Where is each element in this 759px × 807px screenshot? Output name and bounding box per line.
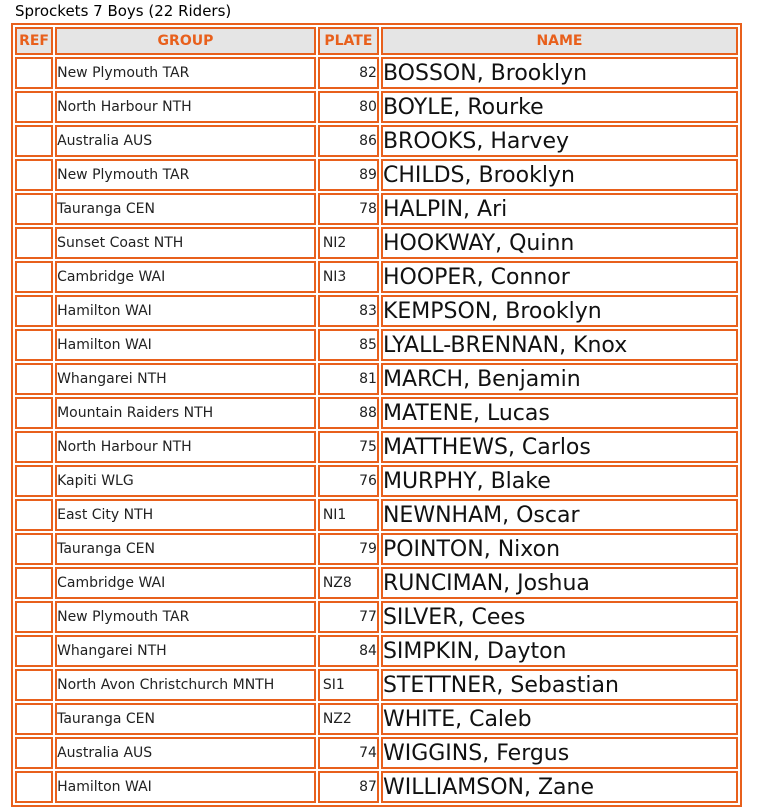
header-ref: REF <box>15 27 53 55</box>
rider-group-cell: Tauranga CEN <box>55 533 316 565</box>
rider-plate-cell: 85 <box>318 329 379 361</box>
rider-ref-cell <box>15 363 53 395</box>
table-row <box>15 703 738 735</box>
rider-plate-cell: 84 <box>318 635 379 667</box>
rider-ref-cell <box>15 431 53 463</box>
rider-ref-cell <box>15 295 53 327</box>
rider-group-cell: Australia AUS <box>55 737 316 769</box>
rider-ref-cell <box>15 635 53 667</box>
table-row <box>15 193 738 225</box>
table-row <box>15 125 738 157</box>
table-row <box>15 669 738 701</box>
rider-group-cell: Tauranga CEN <box>55 703 316 735</box>
rider-group-cell: Kapiti WLG <box>55 465 316 497</box>
table-row <box>15 329 738 361</box>
table-row <box>15 227 738 259</box>
rider-name-cell: BOSSON, Brooklyn <box>381 57 738 89</box>
rider-name-cell: LYALL-BRENNAN, Knox <box>381 329 738 361</box>
rider-plate-cell: 75 <box>318 431 379 463</box>
rider-group-cell: Sunset Coast NTH <box>55 227 316 259</box>
rider-name-cell: STETTNER, Sebastian <box>381 669 738 701</box>
rider-name-cell: BOYLE, Rourke <box>381 91 738 123</box>
rider-plate-cell: 82 <box>318 57 379 89</box>
rider-ref-cell <box>15 771 53 803</box>
rider-group-cell: Cambridge WAI <box>55 567 316 599</box>
rider-plate-cell: NI2 <box>318 227 379 259</box>
table-row <box>15 465 738 497</box>
rider-plate-cell: 88 <box>318 397 379 429</box>
rider-group-cell: Hamilton WAI <box>55 771 316 803</box>
rider-name-cell: SILVER, Cees <box>381 601 738 633</box>
table-body <box>15 57 738 803</box>
rider-plate-cell: 83 <box>318 295 379 327</box>
rider-ref-cell <box>15 533 53 565</box>
rider-ref-cell <box>15 329 53 361</box>
rider-plate-cell: 74 <box>318 737 379 769</box>
rider-name-cell: MATENE, Lucas <box>381 397 738 429</box>
rider-plate-cell: 76 <box>318 465 379 497</box>
rider-group-cell: Australia AUS <box>55 125 316 157</box>
table-row <box>15 635 738 667</box>
rider-name-cell: POINTON, Nixon <box>381 533 738 565</box>
rider-plate-cell: NZ2 <box>318 703 379 735</box>
table-row <box>15 533 738 565</box>
table-row <box>15 159 738 191</box>
rider-ref-cell <box>15 397 53 429</box>
table-row <box>15 771 738 803</box>
rider-plate-cell: 80 <box>318 91 379 123</box>
rider-plate-cell: 78 <box>318 193 379 225</box>
rider-ref-cell <box>15 499 53 531</box>
header-plate: PLATE <box>318 27 379 55</box>
table-row <box>15 91 738 123</box>
rider-group-cell: Cambridge WAI <box>55 261 316 293</box>
rider-group-cell: North Avon Christchurch MNTH <box>55 669 316 701</box>
rider-ref-cell <box>15 227 53 259</box>
rider-name-cell: WHITE, Caleb <box>381 703 738 735</box>
rider-ref-cell <box>15 601 53 633</box>
rider-name-cell: RUNCIMAN, Joshua <box>381 567 738 599</box>
rider-plate-cell: 77 <box>318 601 379 633</box>
rider-ref-cell <box>15 91 53 123</box>
rider-group-cell: Whangarei NTH <box>55 635 316 667</box>
rider-group-cell: Whangarei NTH <box>55 363 316 395</box>
rider-ref-cell <box>15 193 53 225</box>
rider-ref-cell <box>15 703 53 735</box>
rider-ref-cell <box>15 567 53 599</box>
rider-name-cell: HOOKWAY, Quinn <box>381 227 738 259</box>
table-row <box>15 601 738 633</box>
table-row <box>15 737 738 769</box>
rider-name-cell: BROOKS, Harvey <box>381 125 738 157</box>
rider-name-cell: HOOPER, Connor <box>381 261 738 293</box>
table-header <box>15 27 738 55</box>
rider-plate-cell: 79 <box>318 533 379 565</box>
rider-group-cell: Mountain Raiders NTH <box>55 397 316 429</box>
rider-ref-cell <box>15 159 53 191</box>
riders-table <box>11 23 742 807</box>
rider-ref-cell <box>15 669 53 701</box>
rider-ref-cell <box>15 465 53 497</box>
rider-plate-cell: 89 <box>318 159 379 191</box>
rider-name-cell: WILLIAMSON, Zane <box>381 771 738 803</box>
table-row <box>15 431 738 463</box>
header-row <box>15 27 738 55</box>
rider-ref-cell <box>15 261 53 293</box>
table-row <box>15 295 738 327</box>
rider-group-cell: Hamilton WAI <box>55 295 316 327</box>
table-row <box>15 567 738 599</box>
rider-plate-cell: NI1 <box>318 499 379 531</box>
table-row <box>15 261 738 293</box>
table-row <box>15 57 738 89</box>
rider-name-cell: MATTHEWS, Carlos <box>381 431 738 463</box>
header-name: NAME <box>381 27 738 55</box>
table-row <box>15 363 738 395</box>
rider-group-cell: New Plymouth TAR <box>55 601 316 633</box>
rider-plate-cell: 86 <box>318 125 379 157</box>
rider-group-cell: Tauranga CEN <box>55 193 316 225</box>
rider-group-cell: New Plymouth TAR <box>55 159 316 191</box>
table-caption: Sprockets 7 Boys (22 Riders) <box>15 2 232 20</box>
rider-name-cell: KEMPSON, Brooklyn <box>381 295 738 327</box>
header-group: GROUP <box>55 27 316 55</box>
rider-ref-cell <box>15 125 53 157</box>
rider-name-cell: MURPHY, Blake <box>381 465 738 497</box>
rider-group-cell: North Harbour NTH <box>55 91 316 123</box>
rider-name-cell: HALPIN, Ari <box>381 193 738 225</box>
rider-plate-cell: NI3 <box>318 261 379 293</box>
rider-plate-cell: 87 <box>318 771 379 803</box>
rider-plate-cell: SI1 <box>318 669 379 701</box>
rider-name-cell: CHILDS, Brooklyn <box>381 159 738 191</box>
rider-ref-cell <box>15 737 53 769</box>
rider-name-cell: NEWNHAM, Oscar <box>381 499 738 531</box>
rider-group-cell: North Harbour NTH <box>55 431 316 463</box>
rider-plate-cell: NZ8 <box>318 567 379 599</box>
rider-name-cell: SIMPKIN, Dayton <box>381 635 738 667</box>
rider-group-cell: Hamilton WAI <box>55 329 316 361</box>
rider-group-cell: East City NTH <box>55 499 316 531</box>
rider-ref-cell <box>15 57 53 89</box>
table-row <box>15 499 738 531</box>
table-row <box>15 397 738 429</box>
rider-name-cell: WIGGINS, Fergus <box>381 737 738 769</box>
rider-group-cell: New Plymouth TAR <box>55 57 316 89</box>
rider-name-cell: MARCH, Benjamin <box>381 363 738 395</box>
rider-plate-cell: 81 <box>318 363 379 395</box>
